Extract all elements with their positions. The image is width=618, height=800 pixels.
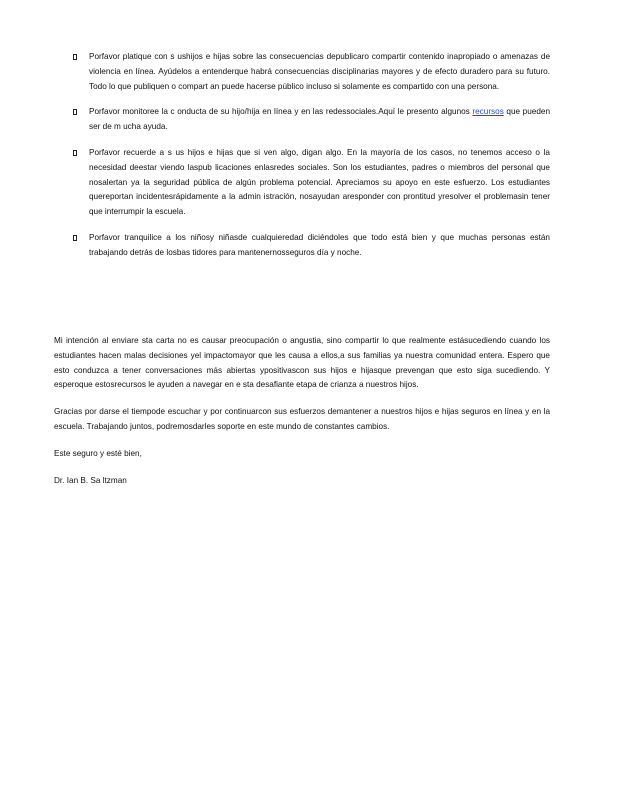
bullet-text-pre: Porfavor monitoree la c onducta de su hijo/hija en línea y en las redessociales.Aquí le presento algunos xyxy=(89,107,470,117)
list-item xyxy=(60,231,550,261)
bullet-text: Porfavor platique con s ushijos e hijas sobre las consecuencias depublicaro compartir contenido inapropiado o amenazas de violencia en línea. Ayúdelos a entenderque habrá consecuencias disciplinarias mayores y de efecto duradero para su futuro. Todo lo que publiquen o compart an puede hacerse público incluso si solamente es compartido con una persona. xyxy=(89,52,550,91)
resources-link[interactable]: recursos xyxy=(472,107,504,117)
signature: Dr. Ian B. Sa ltzman xyxy=(54,475,127,485)
list-item xyxy=(60,50,550,94)
intention-paragraph: Mi intención al enviare sta carta no es causar preocupación o angustia, sino compartir lo que realmente estásucediendo cuando los estudiantes hacen malas decisiones yel impactomayor que les causa a ellos,a sus familias ya nuestra comunidad entera. Espero que esto conduzca a tener conversaciones más abiertas ypositivascon sus hijos e hijasque prevengan que esto siga sucediendo. Y esperoque estosrecursos le ayuden a navegar en e sta desafiante etapa de crianza a nuestros hijos. xyxy=(54,336,550,390)
thanks-paragraph: Gracias por darse el tiempode escuchar y por continuarcon sus esfuerzos demantener a nuestros hijos e hijas seguros en línea y en la escuela. Trabajando juntos, podremosdarles soporte en este mundo de constantes cambios. xyxy=(54,407,550,431)
bullet-text-post: que pueden ser de m ucha ayuda. xyxy=(89,107,550,132)
bullet-text: Porfavor recuerde a s us hijos e hijas que si ven algo, digan algo. En la mayoría de los casos, no tenemos acceso o la necesidad deestar viendo laspub licaciones enlasredes sociales. Son los estudiantes, padres o miembros del personal que nosalertan ya la seguridad pública de algún problema potencial. Apreciamos su apoyo en este esfuerzo. Los estudiantes quereportan incidentesrápidamente a la admin istración, nosayudan aresponder con prontitud yresolver el problemasin tener que interrumpir la escuela. xyxy=(89,147,550,217)
bullet-square-icon xyxy=(73,235,77,241)
letter-body xyxy=(54,334,550,500)
list-item xyxy=(60,105,550,135)
closing-line: Este seguro y esté bien, xyxy=(54,448,142,458)
bullet-square-icon xyxy=(73,54,77,60)
bullet-text: Porfavor tranquilice a los niñosy niñasde cualquieredad diciéndoles que todo está bien y que muchas personas están trabajando detrás de losbas tidores para mantenernosseguros día y noche. xyxy=(89,232,550,257)
bullet-square-icon xyxy=(73,150,77,156)
bullet-square-icon xyxy=(73,109,77,115)
bullet-text xyxy=(89,105,550,135)
bullet-list xyxy=(60,50,550,272)
list-item xyxy=(60,146,550,220)
